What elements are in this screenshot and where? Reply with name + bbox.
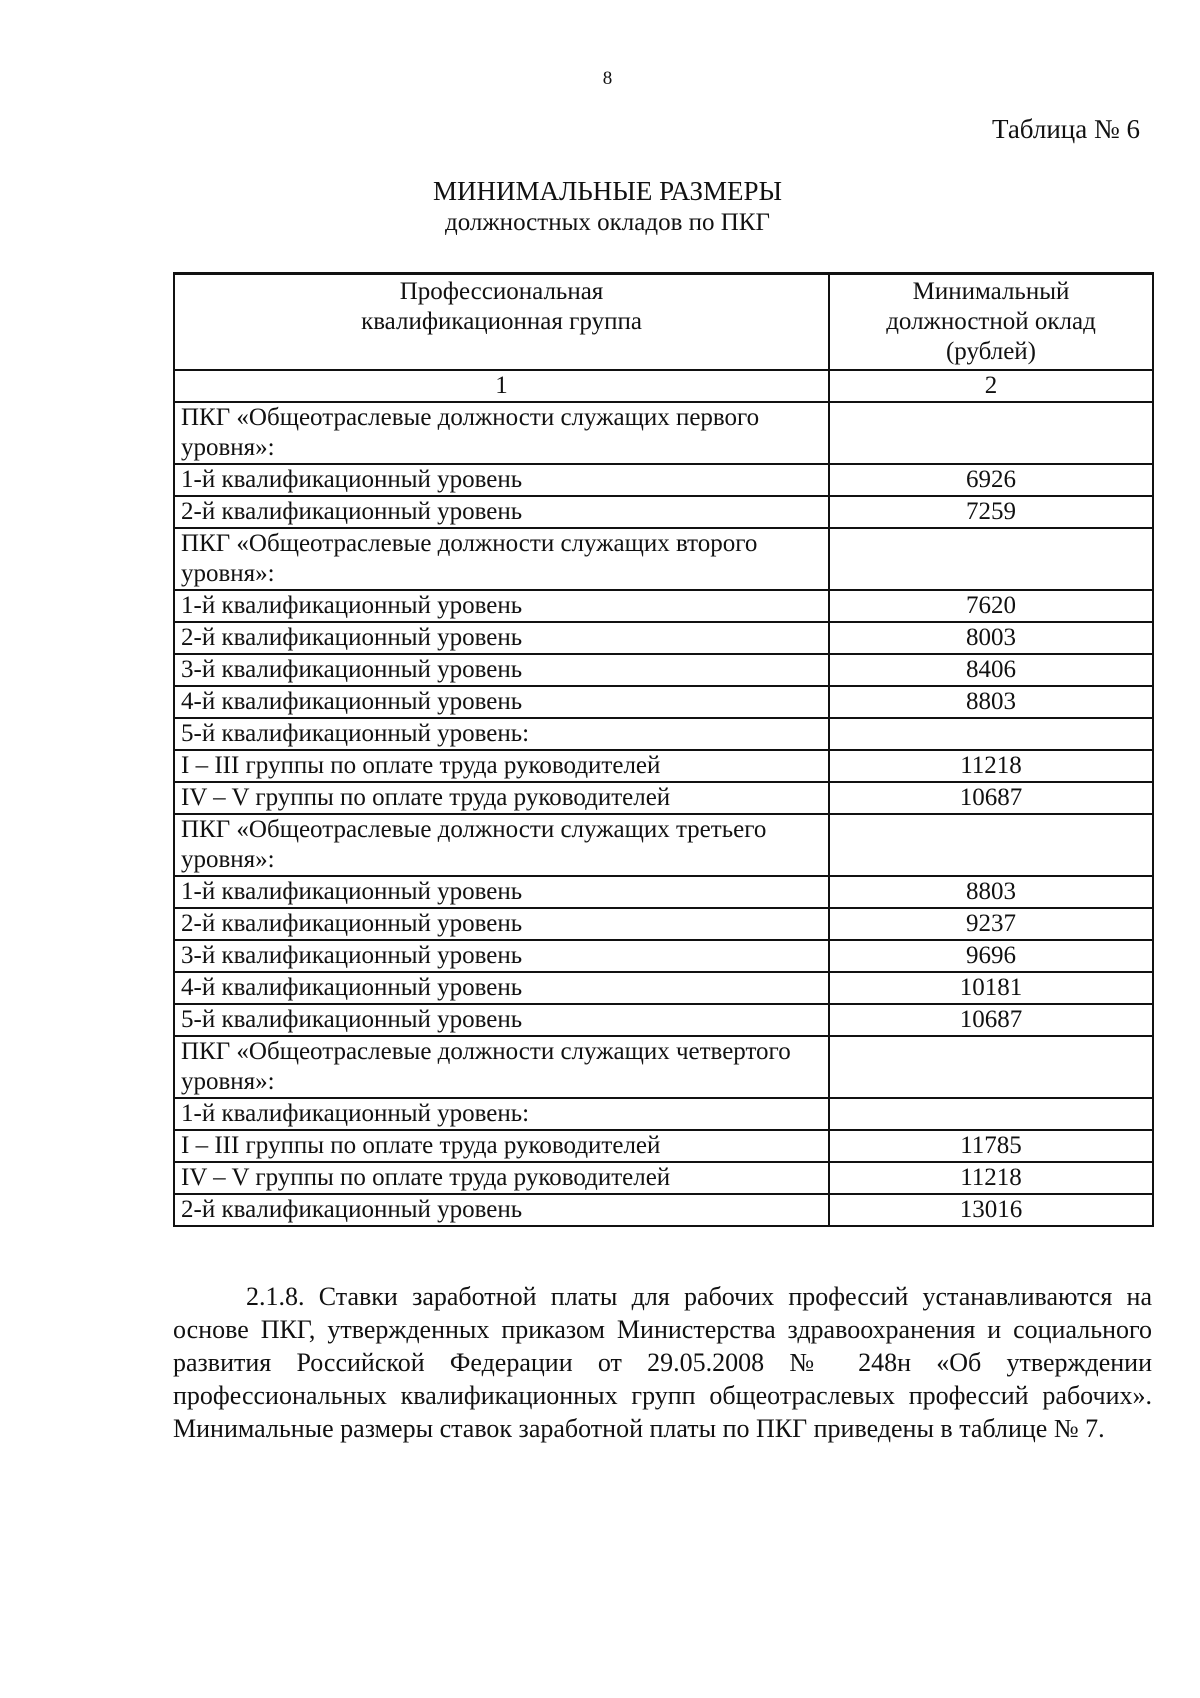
row-label: ПКГ «Общеотраслевые должности служащих третьего уровня»: — [174, 814, 829, 876]
header-salary-line: (рублей) — [945, 338, 1037, 365]
table-row — [174, 590, 1153, 622]
row-label: 2-й квалификационный уровень — [174, 622, 829, 654]
header-salary — [829, 274, 1153, 371]
row-value: 10687 — [829, 1004, 1153, 1036]
table-row — [174, 972, 1153, 1004]
table-row — [174, 402, 1153, 464]
table-row — [174, 1194, 1153, 1226]
row-label: IV – V группы по оплате труда руководителей — [174, 1162, 829, 1194]
table-header-row — [174, 274, 1153, 371]
table-row — [174, 654, 1153, 686]
row-label: 4-й квалификационный уровень — [174, 972, 829, 1004]
row-label: 1-й квалификационный уровень — [174, 876, 829, 908]
table-row — [174, 464, 1153, 496]
row-label: 2-й квалификационный уровень — [174, 1194, 829, 1226]
page-title: МИНИМАЛЬНЫЕ РАЗМЕРЫ — [432, 176, 783, 206]
row-value — [829, 528, 1153, 590]
row-value — [829, 814, 1153, 876]
row-label: ПКГ «Общеотраслевые должности служащих четвертого уровня»: — [174, 1036, 829, 1098]
table-row — [174, 1162, 1153, 1194]
row-label: 5-й квалификационный уровень: — [174, 718, 829, 750]
row-value: 11218 — [829, 1162, 1153, 1194]
paragraph-2-1-8: 2.1.8. Ставки заработной платы для рабочих профессий устанавливаются на основе ПКГ, утвержденных приказом Министерства здравоохранения и социального развития Российской Федерации от 29.05.2008 № 248н «Об утверждении профессиональных квалификационных групп общеотраслевых профессий рабочих». Минимальные размеры ставок заработной платы по ПКГ приведены в таблице № 7. — [173, 1282, 1152, 1443]
row-label: IV – V группы по оплате труда руководителей — [174, 782, 829, 814]
row-label: 1-й квалификационный уровень — [174, 590, 829, 622]
salary-table — [173, 272, 1154, 1227]
row-label: I – III группы по оплате труда руководителей — [174, 750, 829, 782]
header-salary-line: должностной оклад — [886, 308, 1096, 335]
table-row — [174, 496, 1153, 528]
row-label: 1-й квалификационный уровень: — [174, 1098, 829, 1130]
row-value: 11785 — [829, 1130, 1153, 1162]
table-row — [174, 908, 1153, 940]
table-row — [174, 528, 1153, 590]
row-label: I – III группы по оплате труда руководителей — [174, 1130, 829, 1162]
row-value: 8003 — [829, 622, 1153, 654]
row-label: 4-й квалификационный уровень — [174, 686, 829, 718]
table-label: Таблица № 6 — [992, 114, 1140, 144]
table-row — [174, 1130, 1153, 1162]
row-value: 9237 — [829, 908, 1153, 940]
row-label: ПКГ «Общеотраслевые должности служащих второго уровня»: — [174, 528, 829, 590]
row-label: 3-й квалификационный уровень — [174, 654, 829, 686]
header-group — [174, 274, 829, 371]
table-row — [174, 1004, 1153, 1036]
header-salary-line: Минимальный — [912, 278, 1070, 305]
row-value — [829, 718, 1153, 750]
row-value: 10687 — [829, 782, 1153, 814]
column-number: 1 — [174, 370, 829, 402]
row-value: 7620 — [829, 590, 1153, 622]
table-row — [174, 876, 1153, 908]
table-row — [174, 1098, 1153, 1130]
row-label: 2-й квалификационный уровень — [174, 908, 829, 940]
row-label: 1-й квалификационный уровень — [174, 464, 829, 496]
row-value: 10181 — [829, 972, 1153, 1004]
row-value: 9696 — [829, 940, 1153, 972]
row-label: 5-й квалификационный уровень — [174, 1004, 829, 1036]
row-label: ПКГ «Общеотраслевые должности служащих первого уровня»: — [174, 402, 829, 464]
table-row — [174, 750, 1153, 782]
row-value: 7259 — [829, 496, 1153, 528]
row-value: 6926 — [829, 464, 1153, 496]
header-group-line: Профессиональная — [399, 278, 604, 305]
column-numbers-row — [174, 370, 1153, 402]
header-group-line: квалификационная группа — [361, 308, 642, 335]
table-row — [174, 814, 1153, 876]
table-row — [174, 782, 1153, 814]
row-label: 3-й квалификационный уровень — [174, 940, 829, 972]
row-value — [829, 402, 1153, 464]
table-row — [174, 686, 1153, 718]
row-value: 8803 — [829, 686, 1153, 718]
row-value: 13016 — [829, 1194, 1153, 1226]
table-row — [174, 718, 1153, 750]
row-value: 8406 — [829, 654, 1153, 686]
row-value: 8803 — [829, 876, 1153, 908]
table-row — [174, 1036, 1153, 1098]
page-number: 8 — [602, 68, 613, 89]
page-subtitle: должностных окладов по ПКГ — [445, 209, 770, 236]
row-label: 2-й квалификационный уровень — [174, 496, 829, 528]
row-value — [829, 1098, 1153, 1130]
column-number: 2 — [829, 370, 1153, 402]
row-value — [829, 1036, 1153, 1098]
table-row — [174, 940, 1153, 972]
row-value: 11218 — [829, 750, 1153, 782]
table-row — [174, 622, 1153, 654]
